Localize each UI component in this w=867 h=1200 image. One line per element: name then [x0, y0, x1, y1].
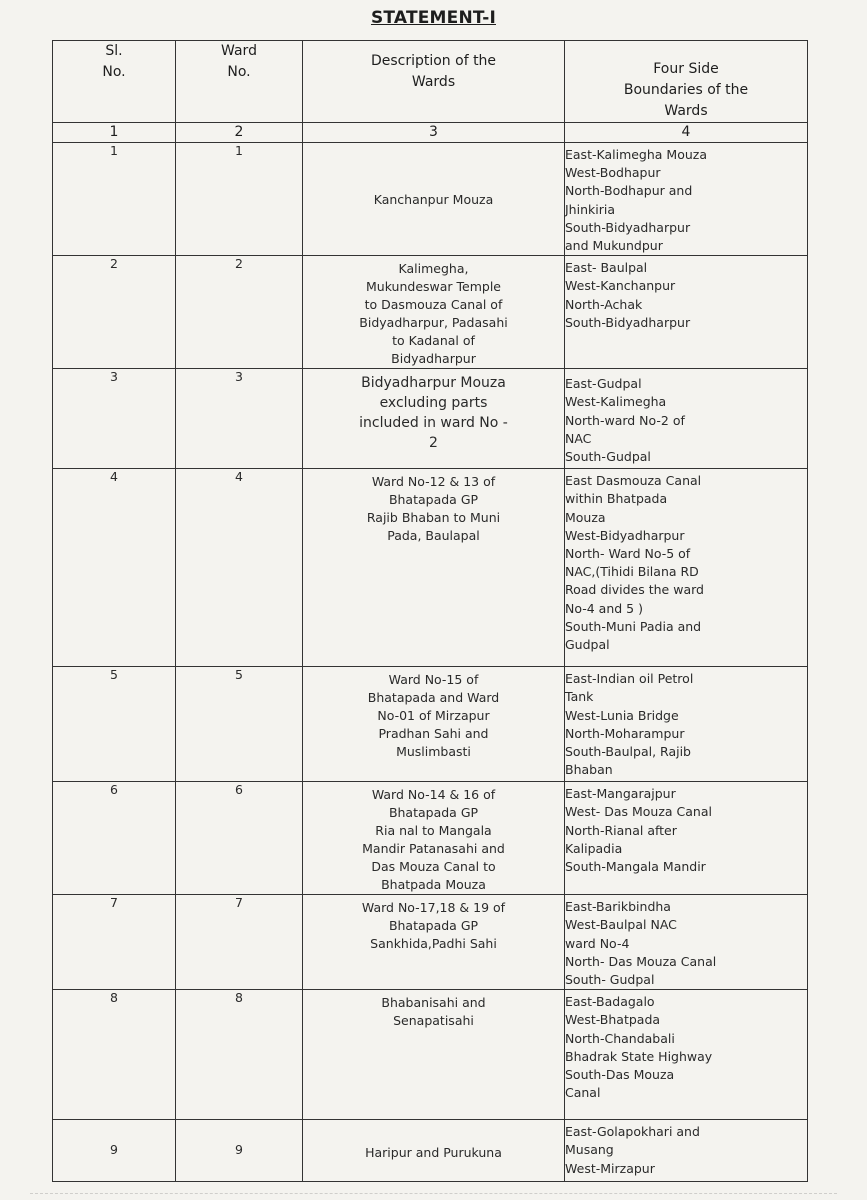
boundary-line: West-Bodhapur: [565, 165, 661, 181]
boundary-line: North-Bodhapur and: [565, 183, 693, 199]
boundary-line: North- Ward No-5 of: [565, 546, 691, 562]
boundary-line: West-Mirzapur: [565, 1160, 655, 1176]
ward-boundaries-cell: [565, 990, 808, 1120]
statement-title: STATEMENT-I: [370, 8, 496, 28]
ward-boundaries-cell: [565, 369, 808, 469]
ward-no-cell: 2: [176, 256, 303, 369]
boundary-line: Mouza: [565, 509, 606, 525]
header-description: Description of the Wards: [303, 41, 565, 123]
boundary-line: and Mukundpur: [565, 238, 663, 254]
ward-description-cell: [303, 667, 565, 782]
description-line: Bidyadharpur, Padasahi: [359, 315, 508, 331]
ward-row: [53, 1120, 808, 1182]
sl-no-cell: 8: [53, 990, 176, 1120]
ward-boundaries-cell: [565, 143, 808, 256]
boundary-line: Tank: [565, 689, 594, 705]
description-line: Mukundeswar Temple: [365, 279, 502, 295]
boundary-line: North-Chandabali: [565, 1030, 675, 1046]
ward-no-cell: 5: [176, 667, 303, 782]
boundary-line: East-Golapokhari and: [565, 1124, 700, 1140]
description-line: to Kadanal of: [392, 333, 475, 349]
ward-no-cell: 7: [176, 895, 303, 990]
sl-no-cell: 7: [53, 895, 176, 990]
boundary-line: South- Gudpal: [565, 972, 655, 988]
header-sl-no: Sl. No.: [53, 41, 176, 123]
page-edge-marks: [30, 1193, 837, 1200]
description-line: Pada, Baulapal: [387, 528, 480, 544]
header-row: [53, 41, 808, 123]
description-line: Pradhan Sahi and: [378, 726, 489, 742]
column-number: 1: [53, 123, 176, 143]
description-line: Bhatapada and Ward: [367, 690, 500, 706]
column-number-row: [53, 123, 808, 143]
description-line: Kalimegha,: [398, 261, 469, 277]
description-line: Mandir Patanasahi and: [362, 841, 505, 857]
description-line: Rajib Bhaban to Muni: [366, 510, 501, 526]
description-line: Ward No-12 & 13 of: [371, 474, 496, 490]
ward-row: [53, 895, 808, 990]
boundary-line: Jhinkiria: [565, 201, 615, 217]
ward-boundaries-cell: [565, 667, 808, 782]
description-line: Bhatapada GP: [388, 492, 479, 508]
description-line: to Dasmouza Canal of: [364, 297, 503, 313]
ward-no-cell: 3: [176, 369, 303, 469]
boundary-line: East-Barikbindha: [565, 899, 671, 915]
ward-row: [53, 143, 808, 256]
column-number: 2: [176, 123, 303, 143]
boundary-line: North- Das Mouza Canal: [565, 953, 717, 969]
ward-description-cell: [303, 782, 565, 895]
sl-no-cell: 5: [53, 667, 176, 782]
boundary-line: North-Moharampur: [565, 725, 685, 741]
description-line: Haripur and Purukuna: [365, 1145, 502, 1161]
ward-description-cell: [303, 469, 565, 667]
boundary-line: North-Achak: [565, 296, 643, 312]
boundary-line: South-Das Mouza: [565, 1067, 675, 1083]
sl-no-cell: 9: [53, 1120, 176, 1182]
boundary-line: ward No-4: [565, 935, 630, 951]
ward-no-cell: 6: [176, 782, 303, 895]
description-line: Bidyadharpur Mouza: [361, 375, 506, 392]
ward-boundaries-table: [52, 40, 808, 1182]
boundary-line: Bhadrak State Highway: [565, 1048, 713, 1064]
boundary-line: East-Badagalo: [565, 994, 655, 1010]
description-line: Bidyadharpur: [391, 351, 476, 367]
boundary-line: Gudpal: [565, 637, 610, 653]
sl-no-cell: 1: [53, 143, 176, 256]
description-line: Bhatapada GP: [388, 805, 479, 821]
ward-description-cell: [303, 895, 565, 990]
description-line: Kanchanpur Mouza: [373, 192, 494, 207]
sl-no-cell: 2: [53, 256, 176, 369]
boundary-line: Canal: [565, 1085, 601, 1101]
column-number: 4: [565, 123, 808, 143]
column-number: 3: [303, 123, 565, 143]
description-line: excluding parts: [379, 395, 488, 412]
ward-no-cell: 9: [176, 1120, 303, 1182]
boundary-line: South-Bidyadharpur: [565, 314, 691, 330]
ward-row: [53, 369, 808, 469]
description-line: Bhabanisahi and: [381, 995, 486, 1011]
boundary-line: North-Rianal after: [565, 822, 677, 838]
header-boundaries: Four Side Boundaries of the Wards: [565, 41, 808, 123]
boundary-line: West-Kanchanpur: [565, 278, 676, 294]
ward-description-cell: [303, 256, 565, 369]
description-line: Das Mouza Canal to: [371, 859, 496, 875]
boundary-line: West-Lunia Bridge: [565, 707, 679, 723]
boundary-line: East-Kalimegha Mouza: [565, 147, 707, 162]
boundary-line: East- Baulpal: [565, 260, 648, 276]
boundary-line: South-Baulpal, Rajib: [565, 744, 691, 760]
boundary-line: Kalipadia: [565, 840, 623, 856]
boundary-line: East Dasmouza Canal: [565, 473, 702, 489]
boundary-line: South-Mangala Mandir: [565, 859, 706, 875]
boundary-line: South-Muni Padia and: [565, 618, 702, 634]
description-line: Senapatisahi: [393, 1013, 474, 1029]
description-line: Ward No-17,18 & 19 of: [361, 900, 506, 916]
description-line: 2: [429, 435, 438, 452]
ward-boundaries-cell: [565, 895, 808, 990]
ward-row: [53, 256, 808, 369]
description-line: Ward No-15 of: [388, 672, 479, 688]
boundary-line: NAC,(Tihidi Bilana RD: [565, 564, 699, 580]
ward-description-cell: [303, 143, 565, 256]
boundary-line: South-Gudpal: [565, 449, 651, 465]
boundary-line: West-Baulpal NAC: [565, 917, 677, 933]
sl-no-cell: 6: [53, 782, 176, 895]
boundary-line: within Bhatpada: [565, 491, 668, 507]
ward-boundaries-cell: [565, 256, 808, 369]
boundary-line: North-ward No-2 of: [565, 412, 685, 428]
ward-boundaries-cell: [565, 469, 808, 667]
ward-description-cell: [303, 1120, 565, 1182]
ward-boundaries-cell: [565, 1120, 808, 1182]
ward-row: [53, 990, 808, 1120]
description-line: Ria nal to Mangala: [375, 823, 492, 839]
description-line: Sankhida,Padhi Sahi: [370, 936, 497, 952]
description-line: No-01 of Mirzapur: [377, 708, 490, 724]
ward-row: [53, 782, 808, 895]
ward-no-cell: 4: [176, 469, 303, 667]
boundary-line: Road divides the ward: [565, 582, 704, 598]
boundary-line: Bhaban: [565, 762, 613, 778]
description-line: included in ward No -: [359, 415, 508, 432]
boundary-line: West- Das Mouza Canal: [565, 804, 712, 820]
sl-no-cell: 4: [53, 469, 176, 667]
boundary-line: West-Kalimegha: [565, 394, 667, 410]
boundary-line: No-4 and 5 ): [565, 600, 643, 616]
description-line: Bhatapada GP: [388, 918, 479, 934]
boundary-line: NAC: [565, 430, 592, 446]
boundary-line: East-Mangarajpur: [565, 786, 676, 802]
ward-description-cell: [303, 990, 565, 1120]
description-line: Ward No-14 & 16 of: [371, 787, 496, 803]
header-ward-no: Ward No.: [176, 41, 303, 123]
ward-no-cell: 8: [176, 990, 303, 1120]
ward-row: [53, 469, 808, 667]
boundary-line: West-Bhatpada: [565, 1012, 661, 1028]
ward-boundaries-cell: [565, 782, 808, 895]
boundary-line: East-Indian oil Petrol: [565, 671, 694, 687]
boundary-line: West-Bidyadharpur: [565, 527, 685, 543]
ward-description-cell: [303, 369, 565, 469]
sl-no-cell: 3: [53, 369, 176, 469]
boundary-line: East-Gudpal: [565, 376, 642, 392]
ward-row: [53, 667, 808, 782]
description-line: Bhatpada Mouza: [381, 877, 486, 893]
boundary-line: South-Bidyadharpur: [565, 219, 691, 235]
boundary-line: Musang: [565, 1142, 614, 1158]
ward-no-cell: 1: [176, 143, 303, 256]
description-line: Muslimbasti: [396, 744, 471, 760]
